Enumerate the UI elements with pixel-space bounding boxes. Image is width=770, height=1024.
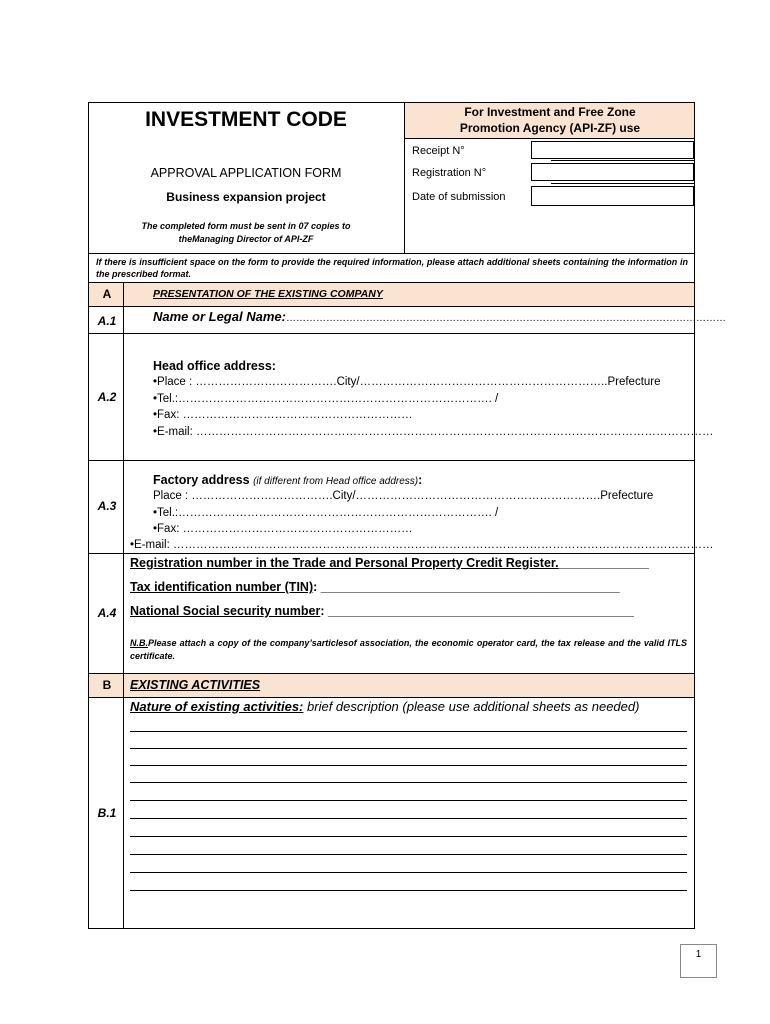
rule-7 — [88, 673, 695, 674]
head-office-fax-field[interactable]: •Fax: …………………………………………………… — [153, 409, 413, 421]
section-b-title: EXISTING ACTIVITIES — [130, 678, 261, 692]
agency-header-rule — [405, 138, 695, 139]
a2-code: A.2 — [97, 390, 117, 404]
legal-name-field[interactable]: …………………………………………………………………………………………………………………… — [285, 313, 726, 324]
factory-address-colon: : — [418, 473, 423, 487]
rule-8 — [88, 697, 695, 698]
date-label: Date of submission — [412, 191, 506, 203]
project-type: Business expansion project — [166, 190, 326, 204]
nb-attachment-note — [130, 637, 687, 663]
section-a-title: PRESENTATION OF THE EXISTING COMPANY — [153, 288, 383, 300]
rule-1 — [88, 253, 695, 254]
a1-code: A.1 — [97, 314, 117, 328]
registration-number-field[interactable] — [531, 163, 694, 181]
copies-note-2: theManaging Director of API-ZF — [178, 234, 314, 244]
page-number: 1 — [695, 949, 702, 960]
factory-email-field[interactable]: •E-mail: …………………………………………………………………………………………………………………………… — [130, 539, 714, 551]
agency-line-2: Promotion Agency (API-ZF) use — [459, 121, 641, 135]
nature-activities-label: Nature of existing activities: — [130, 699, 304, 714]
head-office-email-field[interactable]: •E-mail: ……………………………………………………………………………………………………………………… — [153, 426, 714, 438]
tin-blank[interactable]: : ___________________________________________ — [313, 580, 620, 594]
factory-address-note: (if different from Head office address) — [253, 476, 419, 487]
factory-fax-field[interactable]: •Fax: …………………………………………………… — [153, 523, 413, 535]
date-of-submission-field[interactable] — [531, 186, 694, 206]
rule-6 — [88, 553, 695, 554]
writing-line — [130, 818, 687, 819]
writing-line — [130, 782, 687, 783]
nss-label: National Social security number — [130, 604, 321, 618]
code-column-divider-a — [123, 282, 124, 673]
registration-number-blank[interactable]: _____________ — [558, 556, 649, 570]
head-office-tel-field[interactable]: •Tel.:………………………………………………………………………. / — [153, 393, 499, 405]
writing-line — [130, 765, 687, 766]
head-office-place-field[interactable]: •Place : ……………………………….City/………………………………………………………..Prefecture — [153, 376, 661, 388]
receipt-number-field[interactable] — [531, 141, 694, 159]
writing-line — [130, 836, 687, 837]
writing-line — [130, 748, 687, 749]
legal-name-label: Name or Legal Name: — [153, 309, 286, 324]
writing-line — [130, 890, 687, 891]
registration-label: Registration N° — [412, 167, 487, 179]
form-title: INVESTMENT CODE — [145, 108, 347, 131]
head-office-heading: Head office address: — [153, 359, 276, 373]
a4-code: A.4 — [97, 606, 117, 620]
writing-line — [130, 731, 687, 732]
writing-line — [130, 872, 687, 873]
receipt-underline — [551, 160, 694, 161]
tin-label: Tax identification number (TIN) — [130, 580, 314, 594]
b1-code: B.1 — [97, 806, 117, 820]
page-number-box — [680, 944, 717, 978]
code-column-divider-b — [123, 673, 124, 929]
rule-3 — [88, 306, 695, 307]
section-b-code: B — [102, 678, 112, 692]
registration-number-label: Registration number in the Trade and Personal Property Credit Register. — [130, 556, 559, 570]
writing-line — [130, 854, 687, 855]
agency-line-1: For Investment and Free Zone — [464, 105, 636, 119]
copies-note-1: The completed form must be sent in 07 copies to — [141, 221, 351, 231]
factory-tel-field[interactable]: •Tel.:………………………………………………………………………. / — [153, 507, 499, 519]
insufficient-space-notice: If there is insufficient space on the form to provide the required information, please attach additional sheets containing the information in the prescribed format. — [96, 257, 688, 279]
rule-5 — [88, 460, 695, 461]
nss-blank[interactable]: : ____________________________________________ — [320, 604, 634, 618]
nb-label: N.B. — [130, 638, 148, 648]
rule-4 — [88, 333, 695, 334]
nature-activities-hint: brief description (please use additional sheets as needed) — [307, 699, 640, 714]
a3-code: A.3 — [97, 499, 117, 513]
nb-text: Please attach a copy of the company’sarticlesof association, the economic operator card, the tax release and the valid ITLS certificate. — [130, 638, 687, 661]
form-subtitle: APPROVAL APPLICATION FORM — [150, 166, 342, 180]
registration-underline — [551, 183, 694, 184]
factory-address-heading: Factory address — [153, 473, 250, 487]
receipt-label: Receipt N° — [412, 145, 465, 157]
section-a-code: A — [102, 287, 112, 301]
rule-2 — [88, 282, 695, 283]
writing-line — [130, 800, 687, 801]
factory-place-field[interactable]: Place : ……………………………….City/……………………………………………………….Prefecture — [153, 490, 654, 502]
agency-use-header — [405, 104, 695, 136]
